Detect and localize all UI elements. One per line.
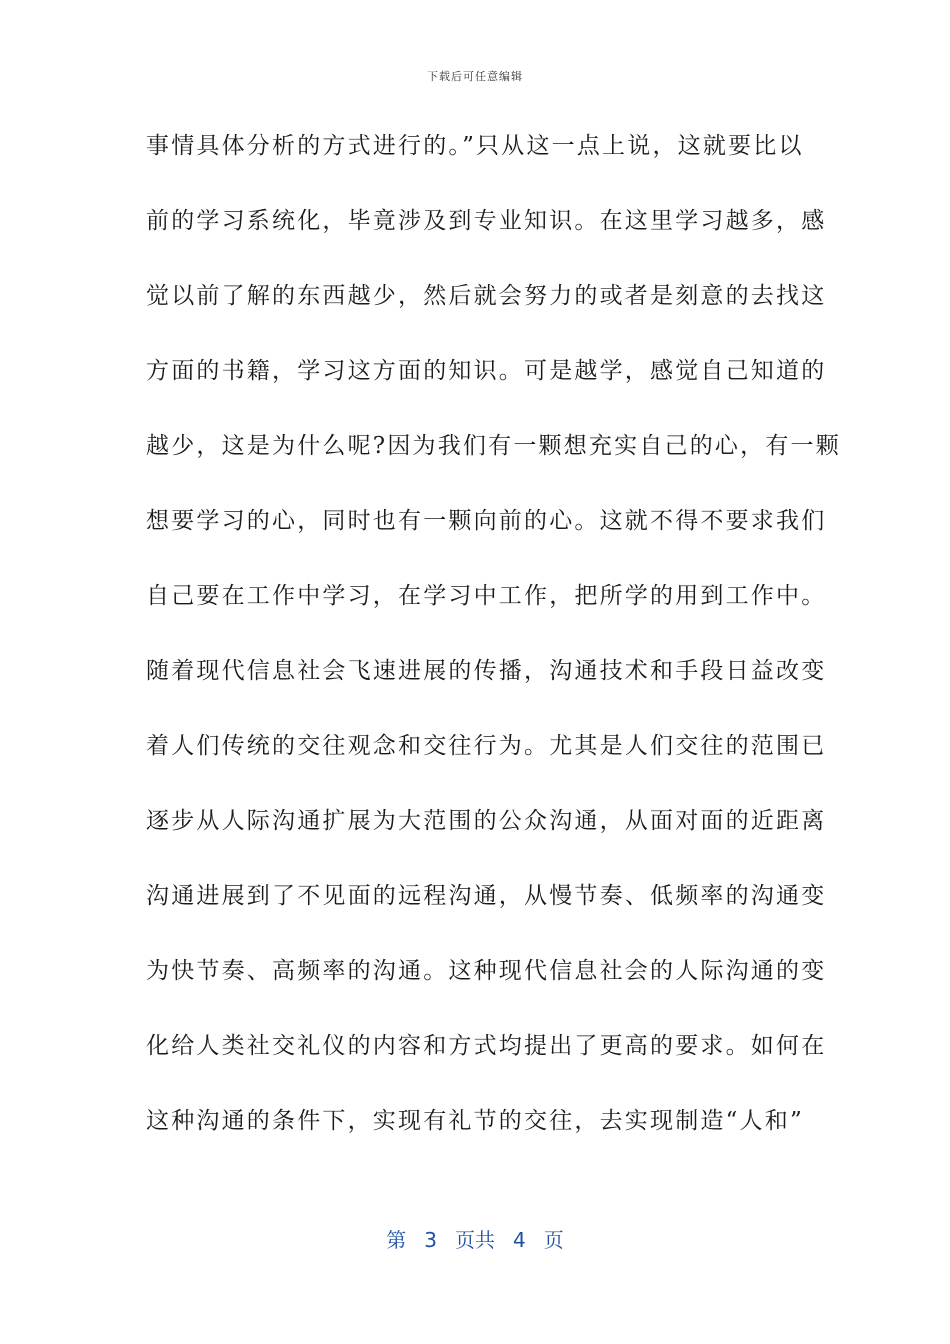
current-page-number: 3 (424, 1228, 437, 1252)
body-line: 自己要在工作中学习，在学习中工作，把所学的用到工作中。 (146, 583, 827, 609)
page-footer (0, 1224, 950, 1253)
body-line: 着人们传统的交往观念和交往行为。尤其是人们交往的范围已 (146, 733, 827, 759)
page-header: 下载后可任意编辑 (427, 70, 523, 83)
body-line: 想要学习的心，同时也有一颗向前的心。这就不得不要求我们 (146, 508, 827, 534)
body-line: 前的学习系统化，毕竟涉及到专业知识。在这里学习越多，感 (146, 208, 827, 234)
document-body (146, 122, 841, 1172)
body-line: 事情具体分析的方式进行的。”只从这一点上说，这就要比以 (146, 133, 804, 159)
footer-middle: 页共 (455, 1228, 495, 1252)
body-line: 为快节奏、高频率的沟通。这种现代信息社会的人际沟通的变 (146, 958, 827, 984)
body-line: 方面的书籍，学习这方面的知识。可是越学，感觉自己知道的 (146, 358, 827, 384)
body-line: 逐步从人际沟通扩展为大范围的公众沟通，从面对面的近距离 (146, 808, 827, 834)
body-line: 这种沟通的条件下，实现有礼节的交往，去实现制造“人和” (146, 1108, 804, 1134)
body-line: 随着现代信息社会飞速进展的传播，沟通技术和手段日益改变 (146, 658, 827, 684)
footer-suffix: 页 (543, 1228, 564, 1252)
body-line: 化给人类社交礼仪的内容和方式均提出了更高的要求。如何在 (146, 1033, 827, 1059)
body-line: 觉以前了解的东西越少，然后就会努力的或者是刻意的去找这 (146, 283, 827, 309)
footer-prefix: 第 (386, 1228, 407, 1252)
total-page-number: 4 (513, 1228, 526, 1252)
body-line: 沟通进展到了不见面的远程沟通，从慢节奏、低频率的沟通变 (146, 883, 827, 909)
body-line: 越少，这是为什么呢?因为我们有一颗想充实自己的心，有一颗 (146, 433, 841, 459)
